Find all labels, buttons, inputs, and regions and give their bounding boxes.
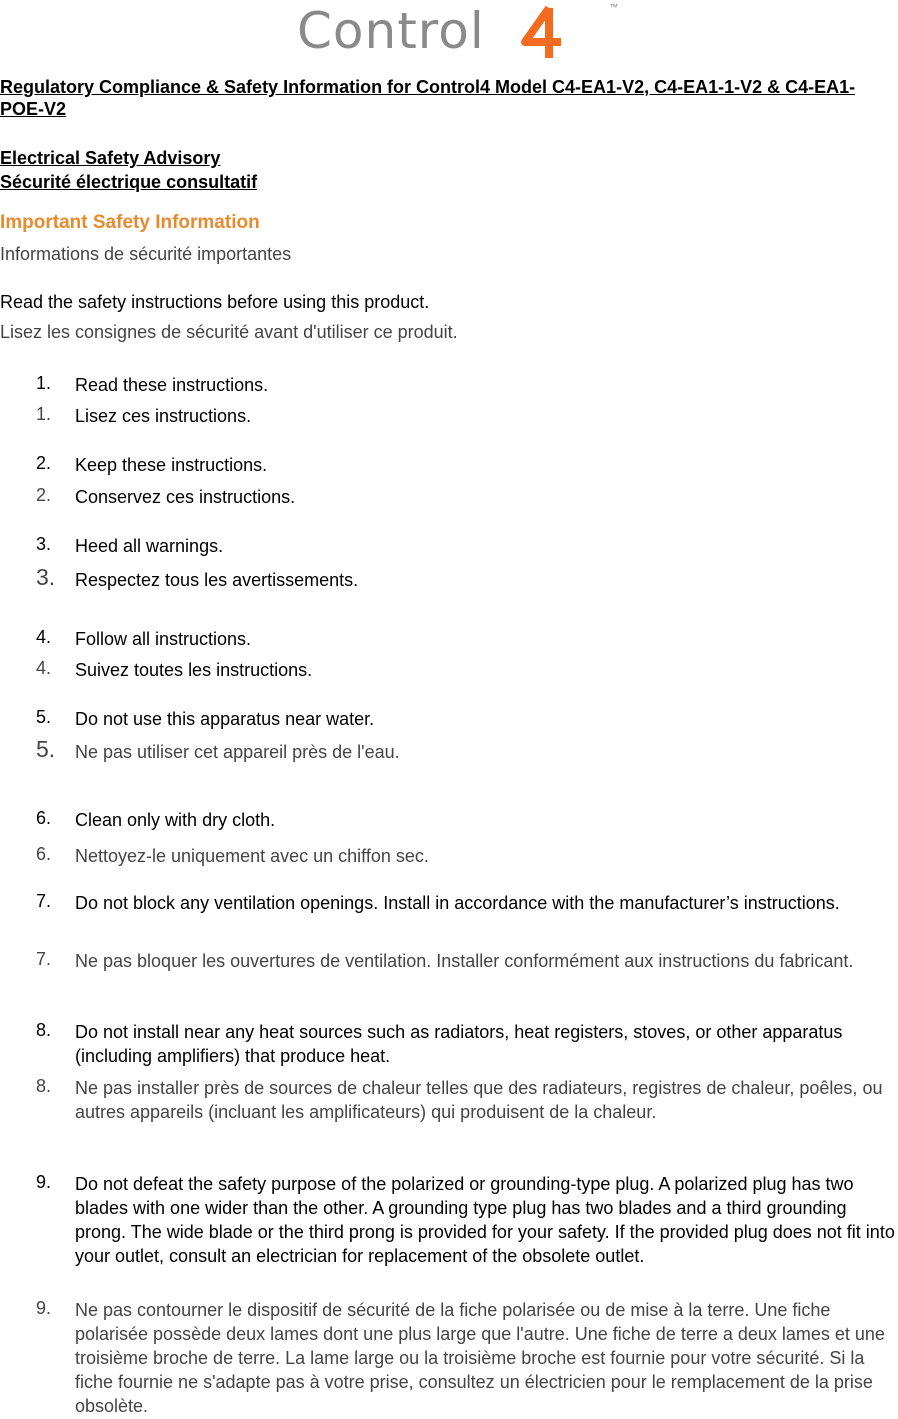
item-number: 2. [36,453,52,473]
item-number: 6. [36,844,52,864]
item-text-en: Heed all warnings. [75,536,224,556]
item-number: 1. [36,404,52,424]
important-heading-en: Important Safety Information [0,212,260,233]
item-number: 4. [36,658,52,678]
item-text-fr: Ne pas bloquer les ouvertures de ventilation. Installer conformément aux instructions du fabricant. [75,951,854,971]
item-text-en: Do not defeat the safety purpose of the polarized or grounding-type plug. A polarized plug has two blades with one wider than the other. A grounding type plug has two blades and a third grounding prong. The wide blade or the third prong is provided for your safety. If the provided plug does not fit into your outlet, consult an electrician for replacement of the obsolete outlet. [75,1174,895,1266]
item-number: 2. [36,485,52,505]
item-number: 7. [36,891,52,911]
item-number: 5. [36,736,56,762]
item-number: 3. [36,564,56,590]
item-text-en: Keep these instructions. [75,455,268,475]
important-heading-fr: Informations de sécurité importantes [0,244,292,264]
logo-trademark: ™ [609,2,618,12]
item-text-fr: Lisez ces instructions. [75,406,252,426]
item-text-en: Do not use this apparatus near water. [75,709,375,729]
logo-four-icon [515,2,575,62]
logo-wordmark: Control [297,2,485,60]
item-text-fr: Ne pas installer près de sources de chaleur telles que des radiateurs, registres de chaleur, poêles, ou autres appareils (incluant les amplificateurs) qui produisent de la chaleur. [75,1078,883,1122]
item-number: 5. [36,707,52,727]
item-text-en: Do not block any ventilation openings. Install in accordance with the manufacturer’s instructions. [75,893,840,913]
read-instructions-fr: Lisez les consignes de sécurité avant d'utiliser ce produit. [0,322,458,342]
item-number: 7. [36,949,52,969]
item-text-fr: Ne pas utiliser cet appareil près de l'eau. [75,742,400,762]
item-number: 6. [36,808,52,828]
item-number: 4. [36,627,52,647]
item-text-fr: Nettoyez-le uniquement avec un chiffon sec. [75,846,429,866]
advisory-heading-fr: Sécurité électrique consultatif [0,172,258,192]
item-number: 1. [36,373,52,393]
item-number: 9. [36,1298,52,1318]
document-title: Regulatory Compliance & Safety Information for Control4 Model C4-EA1-V2, C4-EA1-1-V2 & C4-EA1-POE-V2 [0,77,856,119]
item-text-en: Do not install near any heat sources such as radiators, heat registers, stoves, or other apparatus (including amplifiers) that produce heat. [75,1022,843,1066]
item-text-fr: Ne pas contourner le dispositif de sécurité de la fiche polarisée ou de mise à la terre. Une fiche polarisée possède deux lames dont une plus large que l'autre. Une fiche de terre a deux lames et une troisième broche de terre. La lame large ou la troisième broche est fournie pour votre sécurité. Si la fiche fournie ne s'adapte pas à votre prise, consultez un électricien pour le remplacement de la prise obsolète. [75,1300,885,1416]
item-number: 8. [36,1076,52,1096]
read-instructions-en: Read the safety instructions before using this product. [0,292,430,312]
item-text-fr: Suivez toutes les instructions. [75,660,313,680]
item-number: 3. [36,534,52,554]
control4-logo [297,0,627,66]
item-text-en: Clean only with dry cloth. [75,810,276,830]
item-text-fr: Conservez ces instructions. [75,487,296,507]
item-number: 8. [36,1020,52,1040]
item-text-fr: Respectez tous les avertissements. [75,570,359,590]
item-text-en: Read these instructions. [75,375,269,395]
item-text-en: Follow all instructions. [75,629,252,649]
item-number: 9. [36,1172,52,1192]
advisory-heading-en: Electrical Safety Advisory [0,148,221,168]
